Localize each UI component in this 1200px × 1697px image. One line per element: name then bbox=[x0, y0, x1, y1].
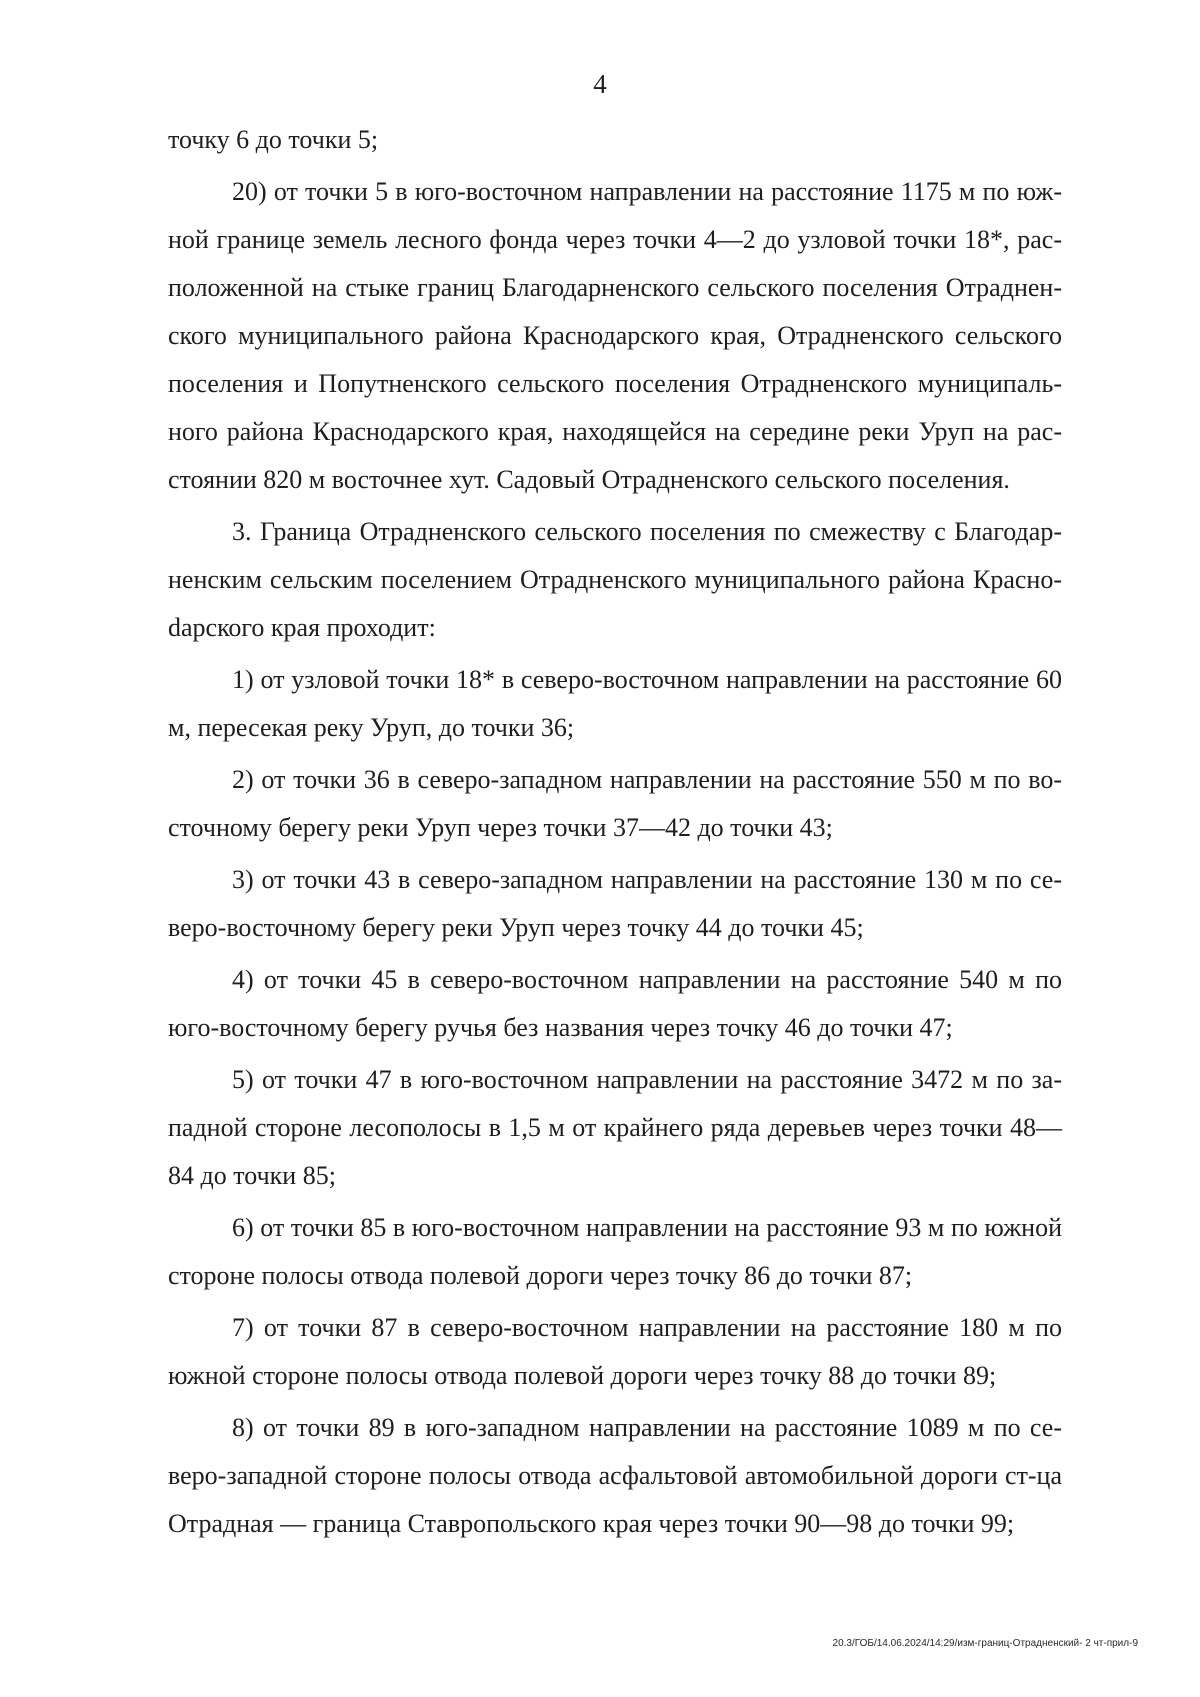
paragraph-item-2: 2) от точки 36 в северо-западном направлении на расстояние 550 м по восточному берегу реки Уруп через точки 37—42 до точки 43; bbox=[168, 765, 1062, 842]
document-body bbox=[168, 116, 1062, 1548]
paragraph-continuation: точку 6 до точки 5; bbox=[168, 125, 379, 154]
paragraph-item-4: 4) от точки 45 в северо-восточном направлении на расстояние 540 м по юго-восточному берегу ручья без названия через точку 46 до точки 47; bbox=[168, 965, 1062, 1042]
paragraph-section-3: 3. Граница Отрадненского сельского поселения по смежеству с Благодарненским сельским поселением Отрадненского муниципального района Красноdарского края проходит: bbox=[168, 517, 1062, 642]
paragraph-item-1: 1) от узловой точки 18* в северо-восточном направлении на расстояние 60 м, пересекая реку Уруп, до точки 36; bbox=[168, 665, 1062, 742]
paragraph-item-8: 8) от точки 89 в юго-западном направлении на расстояние 1089 м по северо-западной стороне полосы отвода асфальтовой автомобильной дороги ст-ца Отрадная — граница Ставропольского края через точки 90—98 до точки 99; bbox=[168, 1413, 1062, 1538]
paragraph-item-20: 20) от точки 5 в юго-восточном направлении на расстояние 1175 м по южной границе земель лесного фонда через точки 4—2 до узловой точки 18*, расположенной на стыке границ Благодарненского сельского поселения Отрадненского муниципального района Краснодарского края, Отрадненского сельского поселения и Попутненского сельского поселения Отрадненского муниципального района Краснодарского края, находящейся на середине реки Уруп на расстоянии 820 м восточнее хут. Садовый Отрадненского сельского поселения. bbox=[168, 177, 1062, 494]
paragraph-item-3: 3) от точки 43 в северо-западном направлении на расстояние 130 м по северо-восточному берегу реки Уруп через точку 44 до точки 45; bbox=[168, 865, 1062, 942]
footer-file-reference: 20.3/ГОБ/14.06.2024/14:29/изм-границ-Отрадненский- 2 чт-прил-9 bbox=[832, 1638, 1138, 1649]
paragraph-item-6: 6) от точки 85 в юго-восточном направлении на расстояние 93 м по южной стороне полосы отвода полевой дороги через точку 86 до точки 87; bbox=[168, 1213, 1062, 1290]
page-number: 4 bbox=[593, 69, 607, 99]
paragraph-item-5: 5) от точки 47 в юго-восточном направлении на расстояние 3472 м по западной стороне лесополосы в 1,5 м от крайнего ряда деревьев через точки 48—84 до точки 85; bbox=[168, 1065, 1062, 1190]
paragraph-item-7: 7) от точки 87 в северо-восточном направлении на расстояние 180 м по южной стороне полосы отвода полевой дороги через точку 88 до точки 89; bbox=[168, 1313, 1062, 1390]
